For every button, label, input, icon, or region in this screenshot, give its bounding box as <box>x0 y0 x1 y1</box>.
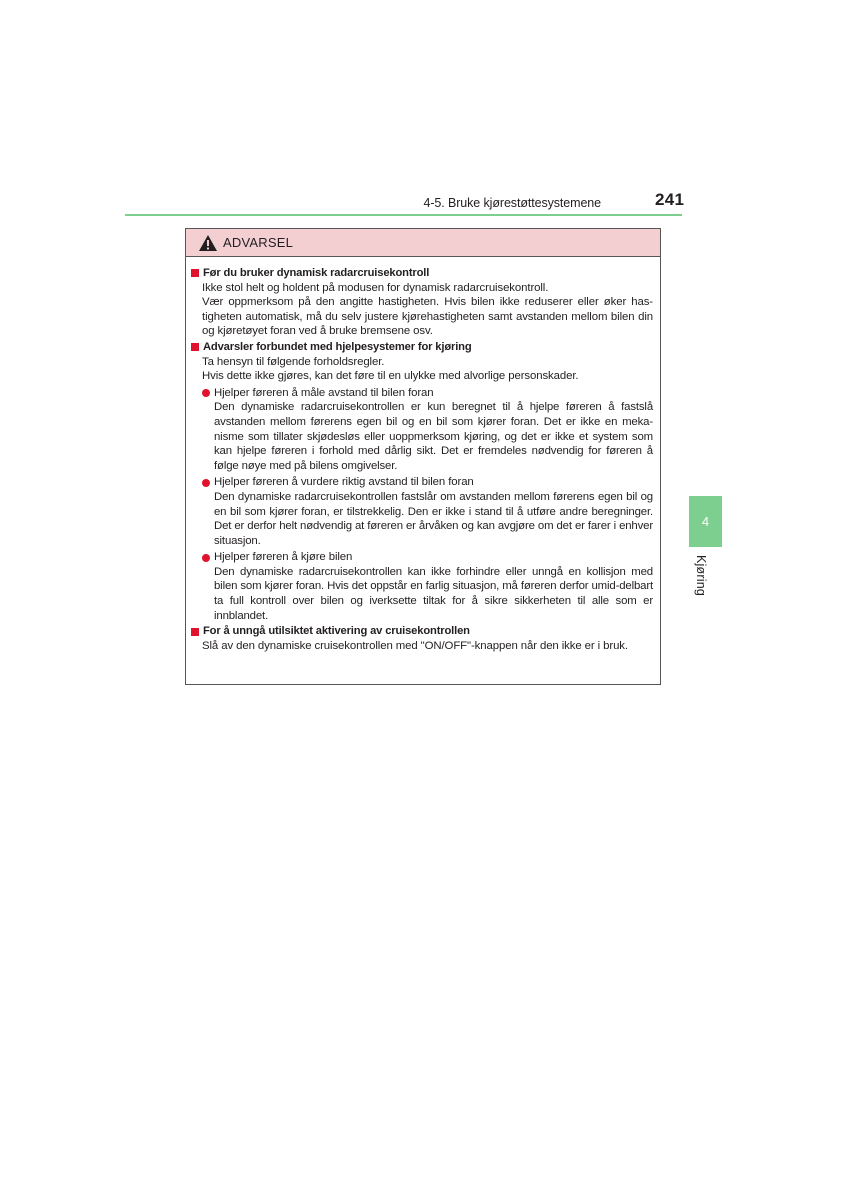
section-heading-text: Før du bruker dynamisk radarcruisekontroll <box>203 267 430 279</box>
chapter-number: 4 <box>701 514 710 529</box>
list-item-title <box>202 550 653 565</box>
warning-body <box>186 257 660 653</box>
section-heading <box>191 340 653 355</box>
list-item-title <box>202 475 653 490</box>
list-item-title <box>202 386 653 401</box>
paragraph: Vær oppmerksom på den angitte hastigheten. Hvis bilen ikke reduserer eller øker has-tigheten automatisk, må du selv justere kjørehastigheten samt avstanden mellom bilen din og kjøretøyet foran ved å bruke bremsene osv. <box>202 296 653 338</box>
list-item-text: Den dynamiske radarcruisekontrollen er kun beregnet til å hjelpe føreren å fastslå avstanden mellom førerens egen bil og en bil som kjører foran. Det er ikke en meka-nisme som tillater skjødesløs eller uoppmerksom kjøring, og det er ikke et system som kan hjelpe føreren i forhold med dårlig sikt. Det er fremdeles nødvendig for føreren å følge nøye med på bilens omgivelser. <box>214 401 653 472</box>
round-bullet-icon <box>202 389 210 397</box>
list-item <box>202 475 653 548</box>
list-item <box>202 386 653 474</box>
warning-section <box>191 266 653 339</box>
section-heading-text: Advarsler forbundet med hjelpesystemer for kjøring <box>203 340 472 353</box>
list-item-title-text: Hjelper føreren å kjøre bilen <box>214 551 353 564</box>
section-title: 4-5. Bruke kjørestøttesystemene <box>423 196 601 210</box>
round-bullet-icon <box>202 554 210 562</box>
paragraph: Slå av den dynamiske cruisekontrollen med "ON/OFF"-knappen når den ikke er i bruk. <box>202 639 628 652</box>
section-heading <box>191 624 653 639</box>
list-item-text: Den dynamiske radarcruisekontrollen fastslår om avstanden mellom førerens egen bil og en bil som kjører foran, er tilstrekkelig. Den er ikke i stand til å utføre andre beregninger. Det er derfor helt nødvendig at føreren er årvåken og kan avgjøre om det er farer i enhver situasjon. <box>214 490 653 547</box>
section-heading <box>191 266 653 281</box>
warning-triangle-icon <box>198 234 218 252</box>
square-bullet-icon <box>191 269 199 277</box>
square-bullet-icon <box>191 628 199 636</box>
warning-section <box>191 624 653 653</box>
chapter-tab[interactable] <box>689 496 722 547</box>
header-divider <box>125 214 682 216</box>
warning-header <box>186 229 660 257</box>
section-heading-text: For å unngå utilsiktet aktivering av cruisekontrollen <box>203 625 470 638</box>
round-bullet-icon <box>202 479 210 487</box>
warning-section <box>191 340 653 623</box>
warning-title: ADVARSEL <box>223 235 293 250</box>
warning-box <box>185 228 661 685</box>
chapter-label: Kjøring <box>694 555 708 596</box>
paragraph: Ikke stol helt og holdent på modusen for dynamisk radarcruisekontroll. <box>202 281 549 294</box>
list-item <box>202 550 653 623</box>
paragraph: Hvis dette ikke gjøres, kan det føre til en ulykke med alvorlige personskader. <box>202 370 579 383</box>
list-item-title-text: Hjelper føreren å vurdere riktig avstand til bilen foran <box>214 476 474 489</box>
list-item-title-text: Hjelper føreren å måle avstand til bilen foran <box>214 386 434 399</box>
list-item-text: Den dynamiske radarcruisekontrollen kan ikke forhindre eller unngå en kollisjon med bilen som kjører foran. Hvis det oppstår en farlig situasjon, må føreren derfor umid-delbart ta full kontroll over bilen og iverksette tiltak for å sikre sikkerheten til alle som er innblandet. <box>214 565 653 622</box>
paragraph: Ta hensyn til følgende forholdsregler. <box>202 355 385 368</box>
square-bullet-icon <box>191 343 199 351</box>
page-number: 241 <box>655 190 685 209</box>
